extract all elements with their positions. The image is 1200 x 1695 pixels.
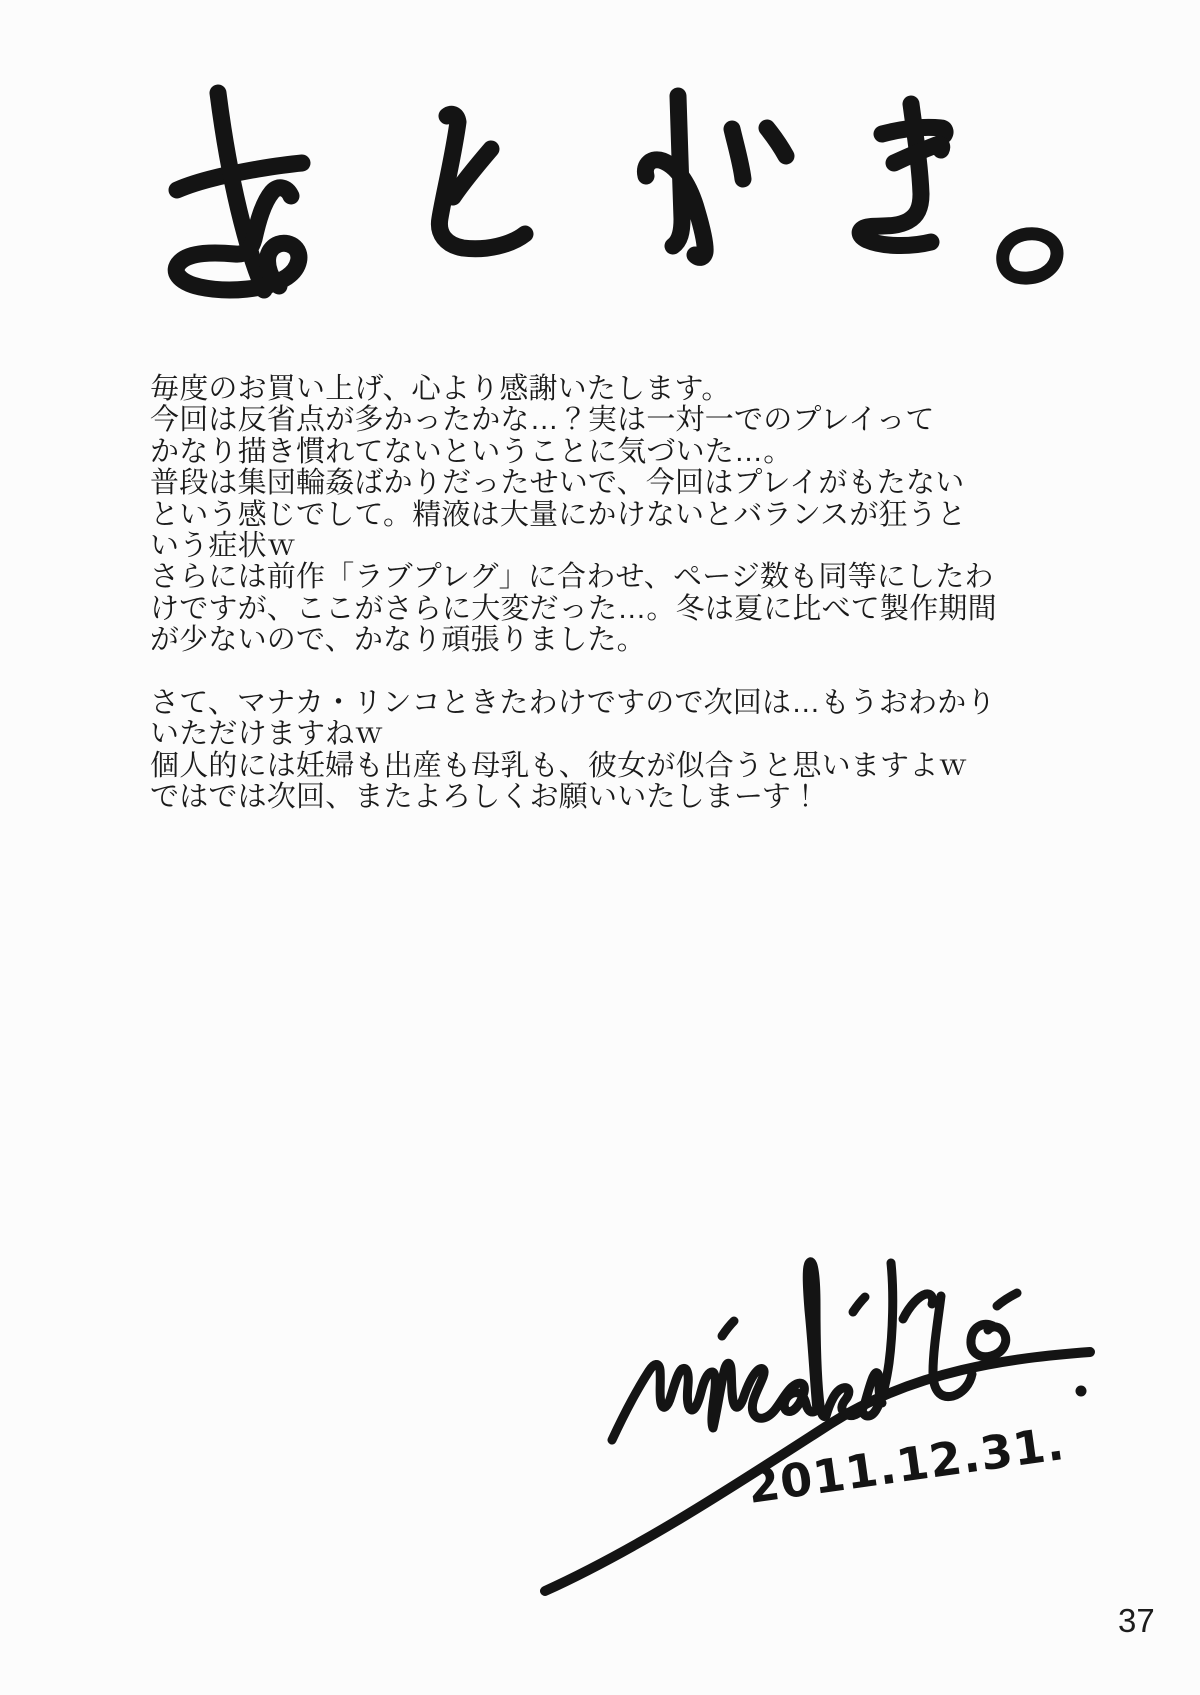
handwritten-title bbox=[176, 93, 1057, 290]
signature-caron-flourish bbox=[903, 1294, 933, 1319]
body-line: 個人的には妊婦も出産も母乳も、彼女が似合うと思いますよｗ bbox=[150, 749, 968, 782]
signature-cursive-o bbox=[971, 1324, 1006, 1356]
body-line: 毎度のお買い上げ、心より感謝いたします。 bbox=[150, 373, 731, 405]
signature-autograph bbox=[545, 1262, 1090, 1591]
body-line: いただけますねｗ bbox=[150, 718, 384, 751]
body-line: いう症状ｗ bbox=[150, 529, 297, 562]
signature-o-dash bbox=[997, 1293, 1017, 1306]
signature-date: 2011.12.31. bbox=[744, 1415, 1068, 1514]
signature-underline-swoosh bbox=[545, 1352, 1090, 1591]
body-line: 普段は集団輪姦ばかりだったせいで、今回はプレイがもたない bbox=[150, 467, 965, 500]
signature-cursive-t bbox=[862, 1263, 893, 1416]
body-line: さらには前作「ラブプレグ」に合わせ、ページ数も同等にしたわ bbox=[150, 561, 994, 594]
signature-i-accent-2 bbox=[853, 1297, 865, 1312]
body-line: けですが、ここがさらに大変だった…。冬は夏に比べて製作期間 bbox=[150, 592, 997, 625]
signature-to-curl bbox=[933, 1296, 972, 1397]
title-char-ki bbox=[860, 104, 945, 246]
title-char-maru bbox=[1003, 234, 1057, 278]
signature-i-accent-1 bbox=[722, 1321, 734, 1336]
body-line: という感じでして。精液は大量にかけないとバランスが狂うと bbox=[150, 498, 967, 531]
signature-cursive-misaki bbox=[612, 1262, 882, 1440]
title-char-to bbox=[439, 114, 525, 249]
body-line: 今回は反省点が多かったかな…？実は一対一でのプレイって bbox=[150, 404, 935, 437]
body-line: ではでは次回、またよろしくお願いいたしまーす！ bbox=[150, 781, 821, 814]
title-char-a bbox=[176, 93, 302, 290]
body-line: が少ないので、かなり頑張りました。 bbox=[150, 624, 646, 657]
afterword-body-text bbox=[150, 374, 1030, 813]
body-line: かなり描き慣れてないということに気づいた…。 bbox=[150, 435, 793, 468]
body-line: さて、マナカ・リンコときたわけですので次回は…もうおわかり bbox=[150, 686, 996, 719]
title-char-ga bbox=[645, 96, 786, 257]
signature-ink-dot bbox=[1076, 1386, 1087, 1397]
body-line-blank bbox=[150, 657, 1030, 688]
page-number: 37 bbox=[1118, 1602, 1155, 1639]
